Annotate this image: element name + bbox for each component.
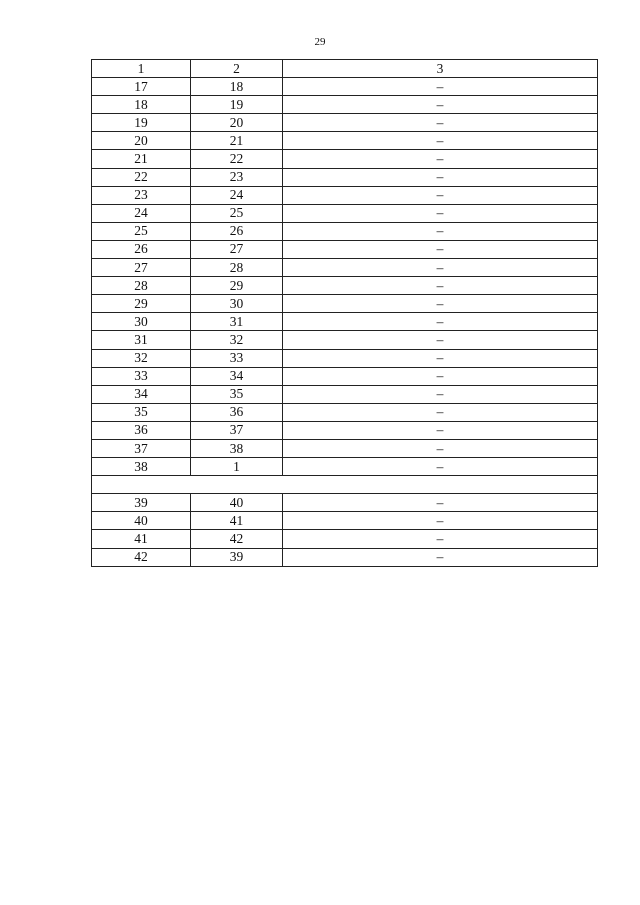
table-row (92, 512, 598, 530)
table-row (92, 78, 598, 96)
page-number: 29 (314, 36, 326, 48)
table-cell-col-2: 26 (191, 222, 283, 240)
table-cell-col-3: – (283, 132, 598, 150)
table-row (92, 385, 598, 403)
table-row (92, 494, 598, 512)
table-row (92, 403, 598, 421)
table-cell-col-1: 24 (92, 204, 191, 222)
table-cell-col-3: – (283, 439, 598, 457)
table-cell-col-3: – (283, 78, 598, 96)
table-cell-col-3: – (283, 548, 598, 566)
table-cell-col-1: 32 (92, 349, 191, 367)
table-row (92, 168, 598, 186)
table-cell-col-1: 40 (92, 512, 191, 530)
table-cell-col-3: – (283, 114, 598, 132)
table-cell-col-2: 35 (191, 385, 283, 403)
table-cell-col-3: – (283, 367, 598, 385)
table-cell-col-3: – (283, 512, 598, 530)
table-cell-col-2: 42 (191, 530, 283, 548)
table-row (92, 349, 598, 367)
table-cell-col-3: – (283, 313, 598, 331)
data-table (91, 59, 598, 567)
table-cell-col-1: 37 (92, 439, 191, 457)
table-row (92, 204, 598, 222)
table-cell-col-1: 39 (92, 494, 191, 512)
table-cell-col-3: – (283, 168, 598, 186)
table-cell-col-3: – (283, 530, 598, 548)
table-cell-col-3: – (283, 150, 598, 168)
column-header-1: 1 (92, 60, 191, 78)
table-row (92, 530, 598, 548)
table-cell-col-3: – (283, 96, 598, 114)
table-header-row (92, 60, 598, 78)
table-body (92, 60, 598, 567)
table-cell-col-1: 31 (92, 331, 191, 349)
table-row (92, 240, 598, 258)
table-row (92, 331, 598, 349)
table-row (92, 222, 598, 240)
table-spacer-row (92, 476, 598, 494)
table-row (92, 150, 598, 168)
table-row (92, 259, 598, 277)
table-cell-col-3: – (283, 204, 598, 222)
table-cell-col-1: 35 (92, 403, 191, 421)
table-cell-col-2: 24 (191, 186, 283, 204)
table-cell-col-2: 38 (191, 439, 283, 457)
table-cell-col-3: – (283, 403, 598, 421)
table-cell-col-3: – (283, 349, 598, 367)
data-table-container (91, 59, 597, 567)
table-cell-col-2: 39 (191, 548, 283, 566)
table-cell-col-1: 33 (92, 367, 191, 385)
table-cell-col-1: 20 (92, 132, 191, 150)
column-header-3: 3 (283, 60, 598, 78)
table-cell-col-2: 36 (191, 403, 283, 421)
table-cell-col-2: 25 (191, 204, 283, 222)
table-cell-col-2: 34 (191, 367, 283, 385)
table-cell-col-1: 38 (92, 458, 191, 476)
table-cell-col-1: 41 (92, 530, 191, 548)
table-cell-col-1: 42 (92, 548, 191, 566)
table-cell-col-2: 19 (191, 96, 283, 114)
table-cell-col-2: 37 (191, 421, 283, 439)
table-cell-col-2: 23 (191, 168, 283, 186)
table-cell-col-3: – (283, 458, 598, 476)
table-cell-col-1: 25 (92, 222, 191, 240)
table-cell-col-1: 23 (92, 186, 191, 204)
table-row (92, 439, 598, 457)
table-cell-col-1: 19 (92, 114, 191, 132)
table-cell-col-3: – (283, 295, 598, 313)
table-cell-col-1: 17 (92, 78, 191, 96)
table-cell-col-1: 36 (92, 421, 191, 439)
table-row (92, 277, 598, 295)
table-cell-col-2: 1 (191, 458, 283, 476)
table-cell-col-2: 30 (191, 295, 283, 313)
table-cell-col-3: – (283, 186, 598, 204)
column-header-2: 2 (191, 60, 283, 78)
table-row (92, 295, 598, 313)
table-cell-col-2: 28 (191, 259, 283, 277)
table-cell-col-2: 21 (191, 132, 283, 150)
table-row (92, 186, 598, 204)
table-cell-col-1: 22 (92, 168, 191, 186)
table-cell-col-3: – (283, 494, 598, 512)
table-row (92, 548, 598, 566)
table-row (92, 313, 598, 331)
table-cell-col-2: 33 (191, 349, 283, 367)
table-cell-col-2: 40 (191, 494, 283, 512)
table-row (92, 114, 598, 132)
table-cell-col-3: – (283, 222, 598, 240)
table-cell-col-2: 29 (191, 277, 283, 295)
table-cell-col-3: – (283, 240, 598, 258)
table-cell-col-3: – (283, 385, 598, 403)
table-cell-col-2: 18 (191, 78, 283, 96)
table-cell-col-2: 32 (191, 331, 283, 349)
table-row (92, 421, 598, 439)
table-cell-col-2: 20 (191, 114, 283, 132)
table-row (92, 458, 598, 476)
table-row (92, 367, 598, 385)
table-cell-col-1: 30 (92, 313, 191, 331)
table-cell-col-3: – (283, 259, 598, 277)
table-cell-col-2: 22 (191, 150, 283, 168)
table-cell-col-3: – (283, 331, 598, 349)
table-spacer-cell (92, 476, 598, 494)
table-cell-col-2: 41 (191, 512, 283, 530)
table-cell-col-1: 26 (92, 240, 191, 258)
table-cell-col-1: 18 (92, 96, 191, 114)
table-cell-col-3: – (283, 277, 598, 295)
table-row (92, 96, 598, 114)
table-cell-col-2: 27 (191, 240, 283, 258)
table-cell-col-2: 31 (191, 313, 283, 331)
table-row (92, 132, 598, 150)
table-cell-col-1: 28 (92, 277, 191, 295)
table-cell-col-3: – (283, 421, 598, 439)
table-cell-col-1: 34 (92, 385, 191, 403)
table-cell-col-1: 21 (92, 150, 191, 168)
table-cell-col-1: 29 (92, 295, 191, 313)
table-cell-col-1: 27 (92, 259, 191, 277)
